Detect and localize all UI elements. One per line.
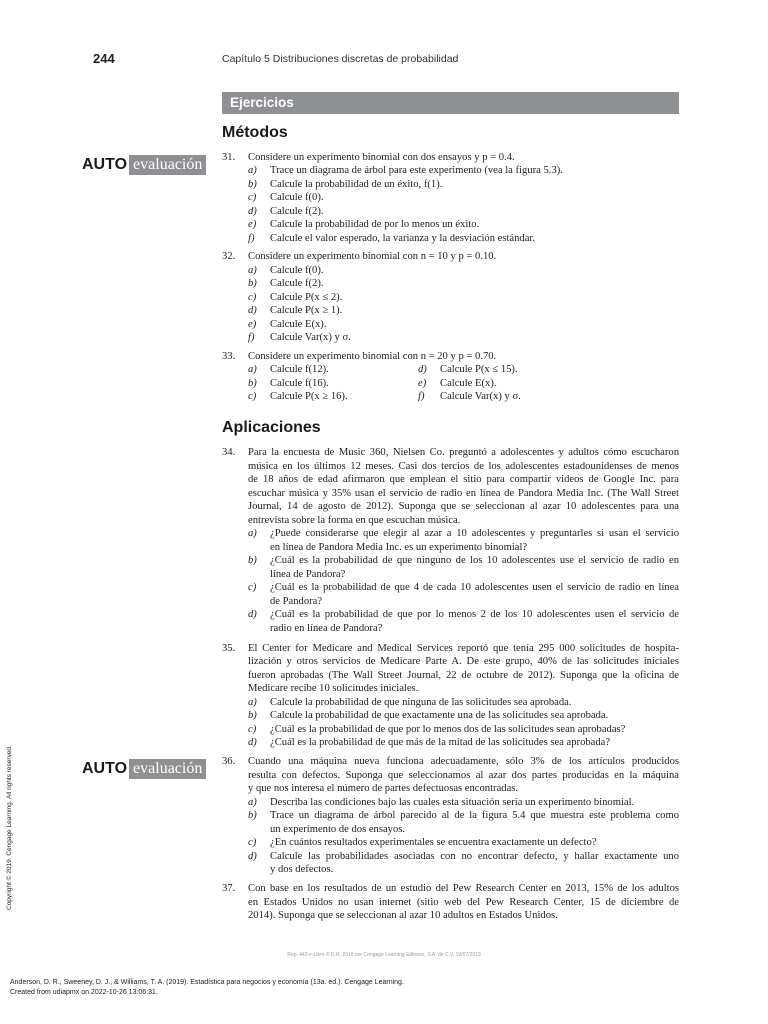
page-number: 244 [93, 51, 115, 66]
ex37-line-2: en Estados Unidos no usan internet (sitio web del Pew Research Center, 15 de diciembre de [248, 897, 679, 908]
ex32-c-label: c) [248, 292, 257, 303]
ex31-d: Calcule f(2). [270, 206, 324, 217]
ex33-b-label: b) [248, 378, 257, 389]
ex32-d-label: d) [248, 305, 257, 316]
ex33-c-label: c) [248, 391, 257, 402]
ex34-c-1: ¿Cuál es la probabilidad de que 4 de cada 10 adolescentes usen el servicio de radio en línea [270, 582, 679, 593]
ex32-intro: Considere un experimento binomial con n = 10 y p = 0.10. [248, 251, 497, 262]
ex36-b-2: un experimento de dos ensayos. [270, 824, 406, 835]
ex31-b-label: b) [248, 179, 257, 190]
ex35-c-label: c) [248, 724, 257, 735]
ex33-d: Calcule P(x ≤ 15). [440, 364, 518, 375]
ex34-a-2: en línea de Pandora Media Inc. es un experimento binomial? [270, 542, 528, 553]
ex36-d-label: d) [248, 851, 257, 862]
ex35-line-2: lización y otros servicios de Medicare Parte A. De este grupo, 40% de las solicitudes iniciales [248, 656, 679, 667]
ex36-line-3: y que nos interesa el número de partes defectuosas encontradas. [248, 783, 519, 794]
ex35-line-4: Medicare recibe 10 solicitudes iniciales. [248, 683, 419, 694]
ex32-num: 32. [222, 251, 236, 262]
ex34-b-1: ¿Cuál es la probabilidad de que ninguno de los 10 adolescentes use el servicio de radio en [270, 555, 679, 566]
ex37-num: 37. [222, 883, 236, 894]
ex32-e-label: e) [248, 319, 257, 330]
chapter-title: Capítulo 5 Distribuciones discretas de probabilidad [222, 53, 459, 65]
ex35-a: Calcule la probabilidad de que ninguna de las solicitudes sea aprobada. [270, 697, 572, 708]
ex34-c-label: c) [248, 582, 257, 593]
badge-text: evaluación [129, 155, 206, 175]
ex32-b: Calcule f(2). [270, 278, 324, 289]
ex36-line-2: resulta con defectos. Suponga que seleccionamos al azar dos partes producidas en la máquina [248, 770, 679, 781]
ex36-b-1: Trace un diagrama de árbol parecido al de la figura 5.4 que muestra este problema como [270, 810, 679, 821]
ex36-d-2: y dos defectos. [270, 864, 334, 875]
ex35-line-1: El Center for Medicare and Medical Services reportó que tenía 295 000 solicitudes de hospita- [248, 643, 679, 654]
section-aplicaciones: Aplicaciones [222, 419, 321, 436]
ex33-num: 33. [222, 351, 236, 362]
ex33-a-label: a) [248, 364, 257, 375]
ex31-f-label: f) [248, 233, 255, 244]
ex33-e-label: e) [418, 378, 427, 389]
ex32-b-label: b) [248, 278, 257, 289]
created-line: Created from udiapmx on 2022-10-26 13:06:31. [10, 989, 158, 996]
ex35-a-label: a) [248, 697, 257, 708]
ex33-e: Calcule E(x). [440, 378, 497, 389]
ex36-d-1: Calcule las probabilidades asociadas con no encontrar defecto, y hallar exactamente uno [270, 851, 679, 862]
ex36-c-label: c) [248, 837, 257, 848]
ex32-c: Calcule P(x ≤ 2). [270, 292, 343, 303]
ex31-intro: Considere un experimento binomial con dos ensayos y p = 0.4. [248, 152, 515, 163]
ex35-b: Calcule la probabilidad de que exactamente una de las solicitudes sea aprobada. [270, 710, 609, 721]
section-metodos: Métodos [222, 124, 288, 141]
ex33-c: Calcule P(x ≥ 16). [270, 391, 348, 402]
ex34-num: 34. [222, 447, 236, 458]
ex31-f: Calcule el valor esperado, la varianza y la desviación estándar. [270, 233, 536, 244]
ex32-f: Calcule Var(x) y σ. [270, 332, 351, 343]
ex32-e: Calcule E(x). [270, 319, 327, 330]
badge-bold: AUTO [82, 760, 128, 777]
ex34-b-2: línea de Pandora? [270, 569, 346, 580]
ex36-a-label: a) [248, 797, 257, 808]
ex31-d-label: d) [248, 206, 257, 217]
ex34-line-3: de 18 años de edad afirmaron que emplean el sitio para compartir videos de Google Inc. para [248, 474, 679, 485]
banner-label: Ejercicios [230, 95, 294, 110]
autoevaluacion-badge [82, 759, 206, 779]
ex34-d-label: d) [248, 609, 257, 620]
ex31-e-label: e) [248, 219, 257, 230]
ex33-d-label: d) [418, 364, 427, 375]
ex34-line-5: Journal, 14 de agosto de 2012). Suponga que se seleccionan al azar 10 adolescentes para una [248, 501, 679, 512]
ex34-a-label: a) [248, 528, 257, 539]
ex33-b: Calcule f(16). [270, 378, 329, 389]
ex33-f: Calcule Var(x) y σ. [440, 391, 521, 402]
ex37-line-1: Con base en los resultados de un estudio del Pew Research Center en 2013, 15% de los adultos [248, 883, 679, 894]
ex33-intro: Considere un experimento binomial con n = 20 y p = 0.70. [248, 351, 497, 362]
ex36-num: 36. [222, 756, 236, 767]
ex34-d-2: radio en línea de Pandora? [270, 623, 383, 634]
ex35-d-label: d) [248, 737, 257, 748]
ex31-a: Trace un diagrama de árbol para este experimento (vea la figura 5.3). [270, 165, 563, 176]
ex31-c: Calcule f(0). [270, 192, 324, 203]
ex35-d: ¿Cuál es la probabilidad de que más de la mitad de las solicitudes sea aprobada? [270, 737, 611, 748]
ex34-line-2: música en los últimos 12 meses. Casi dos tercios de los adolescentes estadounidenses de menos [248, 461, 679, 472]
badge-bold: AUTO [82, 156, 128, 173]
ex34-line-4: escuchar música y 35% usan el servicio de radio en línea de Pandora Media Inc. (The Wall Street [248, 488, 679, 499]
ex34-d-1: ¿Cuál es la probabilidad de que por lo menos 2 de los 10 adolescentes usen el servicio de [270, 609, 679, 620]
ex34-line-1: Para la encuesta de Music 360, Nielsen Co. preguntó a adolescentes y adultos cómo escucharon [248, 447, 679, 458]
publisher-footer: Rep. 443 e-Libro © D.R. 2019 por Cengage Learning Editores, S.A. de C.V. 19/07/2019 [287, 952, 481, 958]
exercises-banner [222, 92, 679, 114]
ex31-e: Calcule la probabilidad de por lo menos un éxito. [270, 219, 480, 230]
badge-text: evaluación [129, 759, 206, 779]
ex32-a-label: a) [248, 265, 257, 276]
ex36-line-1: Cuando una máquina nueva funciona adecuadamente, sólo 3% de los artículos producidos [248, 756, 679, 767]
ex32-f-label: f) [248, 332, 255, 343]
ex34-b-label: b) [248, 555, 257, 566]
ex34-line-6: entrevista sobre la forma en que escuchan música. [248, 515, 461, 526]
ex33-f-label: f) [418, 391, 425, 402]
ex34-c-2: de Pandora? [270, 596, 323, 607]
ex36-a: Describa las condiciones bajo las cuales esta situación sería un experimento binomial. [270, 797, 635, 808]
ex35-b-label: b) [248, 710, 257, 721]
copyright-vertical: Copyright © 2019. Cengage Learning. All rights reserved. [6, 745, 13, 910]
ex35-num: 35. [222, 643, 236, 654]
ex36-b-label: b) [248, 810, 257, 821]
ex31-num: 31. [222, 152, 236, 163]
ex31-c-label: c) [248, 192, 257, 203]
ex32-d: Calcule P(x ≥ 1). [270, 305, 343, 316]
ex34-a-1: ¿Puede considerarse que elegir al azar a 10 adolescentes y preguntarles si usan el servicio [270, 528, 679, 539]
ex37-line-3: 2014). Suponga que se seleccionan al azar 10 adultos en Estados Unidos. [248, 910, 558, 921]
ex32-a: Calcule f(0). [270, 265, 324, 276]
ex31-a-label: a) [248, 165, 257, 176]
ex36-c: ¿En cuántos resultados experimentales se encuentra exactamente un defecto? [270, 837, 597, 848]
autoevaluacion-badge [82, 155, 206, 175]
citation-line: Anderson, D. R., Sweeney, D. J., & Williams, T. A. (2019). Estadística para negocios y economía (13a. ed.). Cengage Learning. [10, 979, 404, 986]
ex35-line-3: fueron aprobadas (The Wall Street Journal, 22 de octubre de 2012). Suponga que la oficina de [248, 670, 679, 681]
ex31-b: Calcule la probabilidad de un éxito, f(1). [270, 179, 443, 190]
ex33-a: Calcule f(12). [270, 364, 329, 375]
ex35-c: ¿Cuál es la probabilidad de que por lo menos dos de las solicitudes sean aprobadas? [270, 724, 626, 735]
